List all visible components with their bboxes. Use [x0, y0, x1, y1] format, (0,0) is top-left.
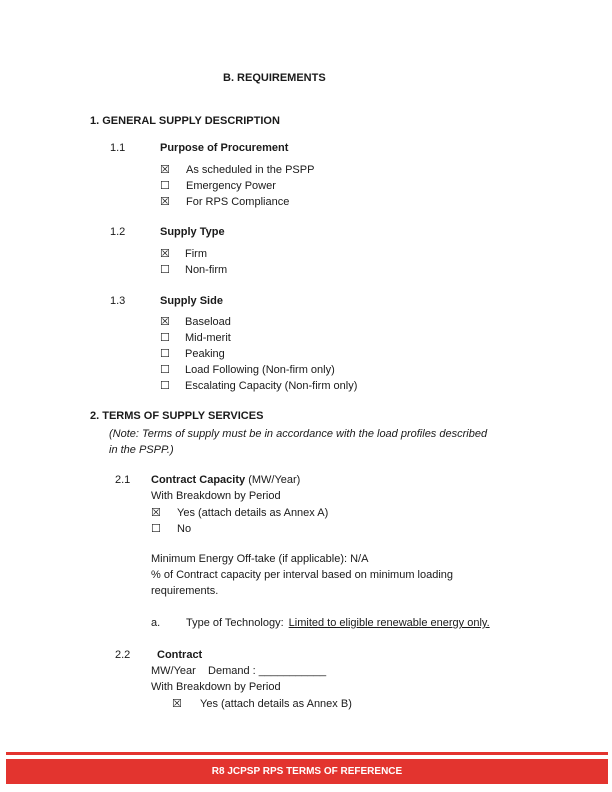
item-1-1-heading: Purpose of Procurement — [160, 142, 289, 154]
checkbox-label: Firm — [185, 248, 207, 260]
item-1-2-number: 1.2 — [110, 226, 126, 238]
checkbox-row — [160, 179, 276, 192]
technology-value: Limited to eligible renewable energy only. — [288, 617, 490, 629]
item-1-2-heading: Supply Type — [160, 226, 225, 238]
footer-divider — [6, 752, 608, 755]
section-1-title: 1. GENERAL SUPPLY DESCRIPTION — [90, 115, 280, 127]
checkbox-label: Yes (attach details as Annex B) — [200, 698, 352, 710]
checkbox-label: As scheduled in the PSPP — [186, 164, 315, 176]
checkbox-checked-icon[interactable]: ☒ — [172, 698, 182, 710]
checkbox-row — [160, 195, 289, 208]
checkbox-row — [160, 163, 314, 176]
item-2-1-unit: (MW/Year) — [245, 474, 301, 486]
footer-banner: R8 JCPSP RPS TERMS OF REFERENCE — [6, 759, 608, 784]
item-2-1-heading: Contract Capacity — [151, 474, 246, 486]
checkbox-unchecked-icon[interactable]: ☐ — [151, 523, 161, 535]
checkbox-row — [151, 506, 328, 519]
checkbox-unchecked-icon[interactable]: ☐ — [160, 180, 170, 192]
section-2-note: (Note: Terms of supply must be in accordance with the load profiles described in the PSPP.) — [109, 428, 488, 456]
checkbox-unchecked-icon[interactable]: ☐ — [160, 348, 170, 360]
checkbox-row — [172, 697, 352, 710]
checkbox-checked-icon[interactable]: ☒ — [160, 196, 170, 208]
checkbox-row — [151, 522, 191, 535]
item-2-2-number: 2.2 — [115, 649, 131, 661]
technology-letter: a. — [151, 617, 161, 629]
pct-capacity-text-2: requirements. — [151, 585, 219, 597]
checkbox-label: Baseload — [185, 316, 231, 328]
checkbox-label: For RPS Compliance — [186, 196, 290, 208]
item-2-2-heading: Contract — [157, 649, 203, 661]
checkbox-label: Load Following (Non-firm only) — [185, 364, 335, 376]
demand-field[interactable]: MW/Year Demand : ___________ — [151, 665, 327, 677]
checkbox-row — [160, 247, 207, 260]
section-title: B. REQUIREMENTS — [223, 72, 326, 84]
item-2-1-number: 2.1 — [115, 474, 131, 486]
checkbox-checked-icon[interactable]: ☒ — [160, 164, 170, 176]
breakdown-label: With Breakdown by Period — [151, 490, 281, 502]
checkbox-row — [160, 363, 335, 376]
checkbox-unchecked-icon[interactable]: ☐ — [160, 364, 170, 376]
min-energy-text: Minimum Energy Off-take (if applicable): N/A — [151, 553, 369, 565]
pct-capacity-text-1: % of Contract capacity per interval based on minimum loading — [151, 569, 454, 581]
checkbox-unchecked-icon[interactable]: ☐ — [160, 264, 170, 276]
checkbox-row — [160, 379, 357, 392]
checkbox-label: Mid-merit — [185, 332, 231, 344]
checkbox-unchecked-icon[interactable]: ☐ — [160, 332, 170, 344]
checkbox-row — [160, 263, 227, 276]
checkbox-label: Yes (attach details as Annex A) — [177, 507, 329, 519]
checkbox-label: Escalating Capacity (Non-firm only) — [185, 380, 358, 392]
checkbox-label: No — [177, 523, 192, 535]
checkbox-checked-icon[interactable]: ☒ — [160, 248, 170, 260]
checkbox-label: Non-firm — [185, 264, 228, 276]
section-2-title: 2. TERMS OF SUPPLY SERVICES — [90, 410, 264, 422]
item-1-3-heading: Supply Side — [160, 295, 223, 307]
breakdown-label: With Breakdown by Period — [151, 681, 281, 693]
checkbox-checked-icon[interactable]: ☒ — [151, 507, 161, 519]
technology-row — [186, 617, 490, 629]
checkbox-row — [160, 315, 231, 328]
item-1-3-number: 1.3 — [110, 295, 126, 307]
checkbox-label: Emergency Power — [186, 180, 276, 192]
checkbox-row — [160, 331, 231, 344]
checkbox-unchecked-icon[interactable]: ☐ — [160, 380, 170, 392]
item-2-1-heading-row — [151, 474, 300, 486]
checkbox-label: Peaking — [185, 348, 225, 360]
checkbox-checked-icon[interactable]: ☒ — [160, 316, 170, 328]
technology-label: Type of Technology: — [186, 617, 284, 629]
item-1-1-number: 1.1 — [110, 142, 126, 154]
checkbox-row — [160, 347, 225, 360]
